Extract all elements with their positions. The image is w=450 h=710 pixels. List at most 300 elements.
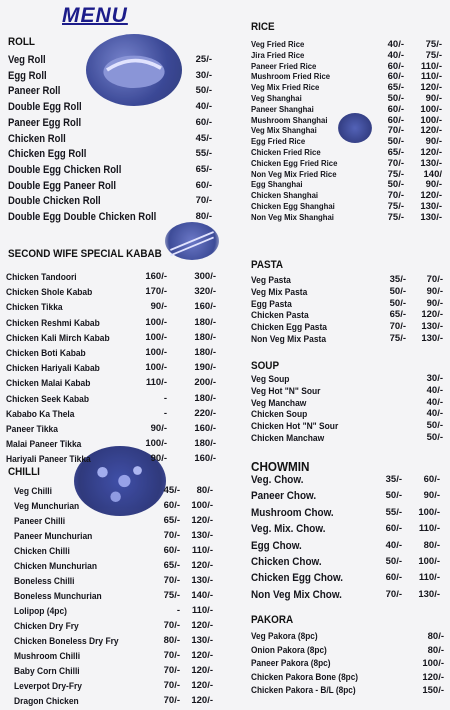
item-price-full: 320/- xyxy=(194,286,216,298)
item-name: Onion Pakora (8pc) xyxy=(251,644,327,655)
item-price-full: 120/- xyxy=(191,695,213,706)
item-name: Boneless Chilli xyxy=(14,575,75,586)
rice-item xyxy=(226,158,450,169)
item-price-half: 110/- xyxy=(145,377,167,389)
item-name: Mushroom Chilli xyxy=(14,650,81,661)
item-price-half: 70/- xyxy=(385,588,402,600)
item-price-full: 70/- xyxy=(426,274,443,285)
pasta-section-title: PASTA xyxy=(251,259,284,271)
item-price-half: 60/- xyxy=(385,523,402,535)
item-name: Chicken Malai Kabab xyxy=(6,377,91,389)
item-price-half: 40/- xyxy=(387,49,404,61)
item-price-full: 200/- xyxy=(194,377,216,389)
item-price-full: 110/- xyxy=(420,71,442,83)
pasta-item xyxy=(226,309,450,321)
chowmin-item xyxy=(226,490,450,506)
item-name: Veg. Mix. Chow. xyxy=(251,523,326,536)
item-name: Veg Soup xyxy=(251,373,290,384)
item-name: Jira Fried Rice xyxy=(251,49,305,60)
kabab-item xyxy=(0,393,224,408)
item-price-half: 75/- xyxy=(387,168,404,180)
item-name: Leverpot Dry-Fry xyxy=(14,680,82,691)
item-price-full: 75/- xyxy=(425,39,442,50)
item-price-full: 90/- xyxy=(423,490,440,502)
rice-item xyxy=(226,115,450,126)
chowmin-item xyxy=(226,540,450,556)
item-name: Non Veg Mix Chow. xyxy=(251,588,342,601)
item-name: Chicken Egg Roll xyxy=(8,148,87,161)
rice-item xyxy=(226,179,450,190)
pakora-item xyxy=(226,685,450,699)
item-price-half: 170/- xyxy=(145,286,167,298)
item-name: Paneer Munchurian xyxy=(14,530,93,541)
item-name: Veg Manchaw xyxy=(251,396,307,408)
kabab-item xyxy=(0,332,224,347)
roll-item xyxy=(0,211,224,227)
item-name: Chicken Egg Pasta xyxy=(251,321,327,333)
item-price-full: 180/- xyxy=(194,331,216,343)
item-price-full: 180/- xyxy=(194,347,216,358)
item-price-half: 60/- xyxy=(387,114,404,126)
kabab-item xyxy=(0,271,224,286)
roll-item xyxy=(0,164,224,180)
soup-item xyxy=(226,432,450,444)
chilli-item xyxy=(0,545,224,560)
item-name: Egg Shanghai xyxy=(251,179,303,190)
item-name: Chicken Shole Kabab xyxy=(6,286,93,298)
rice-section-title: RICE xyxy=(251,21,275,33)
item-price-half: 65/- xyxy=(163,560,180,571)
item-name: Chicken Kali Mirch Kabab xyxy=(6,331,110,343)
pakora-item xyxy=(226,645,450,659)
item-name: Hariyali Paneer Tikka xyxy=(6,453,91,465)
item-price-full: 100/- xyxy=(420,103,442,115)
item-price-half: - xyxy=(163,407,167,419)
item-name: Chicken Chow. xyxy=(251,556,322,568)
item-price-half: 40/- xyxy=(385,539,402,551)
item-price-half: 100/- xyxy=(145,331,167,343)
item-price-full: 90/- xyxy=(426,297,443,309)
kabab-item xyxy=(0,301,224,316)
item-price-full: 110/- xyxy=(191,605,213,616)
kabab-item xyxy=(0,362,224,377)
rice-item xyxy=(226,147,450,158)
item-name: Mushroom Chow. xyxy=(251,506,334,519)
item-price-full: 110/- xyxy=(191,545,213,556)
item-price-half: 60/- xyxy=(387,71,404,83)
item-name: Mushroom Shanghai xyxy=(251,114,328,125)
chilli-item xyxy=(0,620,224,635)
item-price: 60/- xyxy=(195,116,212,128)
item-price-half: 100/- xyxy=(145,347,167,358)
item-price-full: 130/- xyxy=(420,157,442,169)
chowmin-item xyxy=(226,589,450,605)
item-price-full: 120/- xyxy=(420,190,442,202)
roll-item xyxy=(0,70,224,86)
item-name: Chicken Boti Kabab xyxy=(6,347,86,358)
kabab-item xyxy=(0,438,224,453)
item-price-half: 70/- xyxy=(163,680,180,691)
chilli-section-title: CHILLI xyxy=(8,466,40,478)
item-price-half: 60/- xyxy=(387,103,404,115)
item-price-full: 120/- xyxy=(191,680,213,691)
item-name: Double Chicken Roll xyxy=(8,195,101,208)
item-name: Chicken Pakora - B/L (8pc) xyxy=(251,685,356,695)
item-price-full: 130/- xyxy=(420,201,442,212)
soup-item xyxy=(226,420,450,432)
rice-item xyxy=(226,82,450,93)
kabab-food-photo xyxy=(165,222,219,260)
chilli-item xyxy=(0,485,224,500)
item-price: 45/- xyxy=(195,132,212,144)
item-price-full: 190/- xyxy=(194,362,216,374)
rice-item xyxy=(226,169,450,180)
item-price-half: 75/- xyxy=(163,590,180,601)
item-name: Chicken Shanghai xyxy=(251,190,319,201)
item-price: 120/- xyxy=(422,671,444,683)
kabab-item xyxy=(0,408,224,423)
item-price: 70/- xyxy=(195,195,212,207)
item-price-full: 110/- xyxy=(418,572,440,584)
chowmin-item xyxy=(226,556,450,572)
item-name: Chicken Reshmi Kabab xyxy=(6,316,100,328)
chilli-item xyxy=(0,650,224,665)
item-name: Veg Fried Rice xyxy=(251,39,305,49)
item-name: Veg Mix Pasta xyxy=(251,285,308,297)
item-price-full: 180/- xyxy=(194,438,216,450)
item-price-half: 75/- xyxy=(389,333,406,344)
item-price-full: 110/- xyxy=(420,60,442,72)
item-name: Veg Mix Fried Rice xyxy=(251,82,320,93)
item-name: Veg Chilli xyxy=(14,485,52,496)
item-price: 150/- xyxy=(422,685,444,696)
item-price-half: 100/- xyxy=(145,316,167,328)
item-price-full: 130/- xyxy=(420,211,442,223)
soup-item xyxy=(226,373,450,385)
pakora-item xyxy=(226,658,450,672)
item-price-half: - xyxy=(176,605,180,616)
item-price-half: 50/- xyxy=(385,490,402,502)
item-name: Veg Hot "N" Sour xyxy=(251,384,321,396)
item-name: Double Egg Chicken Roll xyxy=(8,163,122,176)
menu-title: MENU xyxy=(62,4,128,27)
item-price-half: 50/- xyxy=(389,297,406,309)
item-name: Mushroom Fried Rice xyxy=(251,71,331,82)
item-price-half: 65/- xyxy=(389,309,406,321)
roll-item xyxy=(0,85,224,101)
item-price: 40/- xyxy=(426,384,443,396)
item-price-full: 130/- xyxy=(191,635,213,646)
item-price: 50/- xyxy=(195,85,212,97)
item-name: Veg Pasta xyxy=(251,274,291,285)
item-name: Chicken Chilli xyxy=(14,545,70,556)
rice-item xyxy=(226,71,450,82)
rice-item xyxy=(226,136,450,147)
item-name: Veg Shanghai xyxy=(251,93,302,103)
item-name: Veg Mix Shanghai xyxy=(251,125,317,136)
kabab-item xyxy=(0,286,224,301)
item-price-half: 50/- xyxy=(387,179,404,191)
item-price-full: 140/- xyxy=(191,590,213,601)
item-name: Chicken Manchaw xyxy=(251,432,325,443)
item-name: Chicken Tandoori xyxy=(6,271,77,282)
item-name: Egg Fried Rice xyxy=(251,136,306,147)
item-price-full: 180/- xyxy=(194,392,216,404)
item-price-half: 70/- xyxy=(163,695,180,706)
pakora-item xyxy=(226,672,450,686)
pasta-item xyxy=(226,298,450,310)
item-price: 65/- xyxy=(195,163,212,175)
item-price-half: 70/- xyxy=(387,125,404,137)
item-price-full: 100/- xyxy=(418,556,440,567)
item-price-half: 70/- xyxy=(163,620,180,631)
item-price-half: 80/- xyxy=(163,635,180,646)
item-price: 60/- xyxy=(195,179,212,191)
chilli-item xyxy=(0,695,224,710)
item-price-half: 60/- xyxy=(387,60,404,72)
item-price: 40/- xyxy=(426,408,443,420)
item-name: Veg Roll xyxy=(8,54,46,66)
chilli-item xyxy=(0,500,224,515)
item-price-full: 120/- xyxy=(191,665,213,676)
item-price: 55/- xyxy=(195,148,212,160)
item-name: Chicken Munchurian xyxy=(14,560,97,571)
item-name: Chicken Tikka xyxy=(6,301,63,313)
item-price-half: 70/- xyxy=(163,530,180,541)
item-price-full: 100/- xyxy=(191,500,213,511)
item-name: Double Egg Double Chicken Roll xyxy=(8,211,157,223)
roll-item xyxy=(0,133,224,149)
chowmin-item xyxy=(226,507,450,523)
item-name: Baby Corn Chilli xyxy=(14,665,80,676)
item-name: Lolipop (4pc) xyxy=(14,605,67,616)
item-price-half: 45/- xyxy=(163,485,180,496)
item-price-half: 100/- xyxy=(145,438,167,450)
item-price-full: 180/- xyxy=(194,316,216,328)
item-name: Egg Roll xyxy=(8,69,47,82)
item-name: Kababo Ka Thela xyxy=(6,407,75,419)
item-price: 50/- xyxy=(426,420,443,432)
item-name: Paneer Chilli xyxy=(14,515,66,526)
chowmin-item xyxy=(226,523,450,539)
item-price: 80/- xyxy=(195,211,212,222)
item-price-full: 60/- xyxy=(423,474,440,485)
item-price-full: 90/- xyxy=(425,136,442,148)
item-price: 25/- xyxy=(195,54,212,65)
kabab-item xyxy=(0,347,224,362)
item-price-half: 100/- xyxy=(145,362,167,374)
roll-item xyxy=(0,148,224,164)
item-name: Egg Pasta xyxy=(251,297,292,309)
item-name: Double Egg Roll xyxy=(8,101,82,114)
item-price-half: 75/- xyxy=(387,211,404,223)
item-price-half: 40/- xyxy=(387,39,404,50)
item-name: Chicken Egg Shanghai xyxy=(251,201,335,211)
item-price-full: 130/- xyxy=(191,575,213,586)
pasta-item xyxy=(226,286,450,298)
chilli-item xyxy=(0,575,224,590)
item-price-full: 90/- xyxy=(425,93,442,104)
item-name: Chicken Boneless Dry Fry xyxy=(14,635,119,646)
item-name: Malai Paneer Tikka xyxy=(6,438,82,450)
pasta-item xyxy=(226,333,450,345)
item-name: Chicken Fried Rice xyxy=(251,147,321,157)
kabab-section-title: SECOND WIFE SPECIAL KABAB xyxy=(8,248,162,260)
chilli-item xyxy=(0,680,224,695)
chowmin-section-title: CHOWMIN xyxy=(251,459,310,474)
pasta-item xyxy=(226,321,450,333)
item-price-full: 100/- xyxy=(418,506,440,518)
item-name: Non Veg Mix Fried Rice xyxy=(251,168,337,179)
item-price: 50/- xyxy=(426,432,443,443)
item-price-full: 130/- xyxy=(421,321,443,333)
rice-item xyxy=(226,39,450,50)
roll-section-title: ROLL xyxy=(8,36,35,48)
item-price: 40/- xyxy=(195,101,212,113)
item-name: Chicken Soup xyxy=(251,408,308,420)
item-price-full: 75/- xyxy=(425,49,442,61)
item-price-half: 35/- xyxy=(385,474,402,485)
item-price: 80/- xyxy=(427,644,444,656)
item-price-full: 130/- xyxy=(421,333,443,344)
item-price-half: - xyxy=(163,392,167,404)
item-price-full: 140/ xyxy=(423,168,442,180)
roll-item xyxy=(0,54,224,70)
pakora-section-title: PAKORA xyxy=(251,614,294,626)
pakora-item xyxy=(226,631,450,645)
item-price-full: 160/- xyxy=(194,453,216,465)
item-price-full: 120/- xyxy=(191,560,213,571)
roll-item xyxy=(0,117,224,133)
item-name: Paneer Pakora (8pc) xyxy=(251,658,331,668)
item-price-full: 90/- xyxy=(426,285,443,297)
item-price-half: 50/- xyxy=(387,136,404,148)
soup-item xyxy=(226,408,450,420)
item-price-half: 75/- xyxy=(387,201,404,212)
chilli-item xyxy=(0,560,224,575)
item-price-full: 300/- xyxy=(194,271,216,282)
item-name: Egg Chow. xyxy=(251,539,302,552)
soup-item xyxy=(226,385,450,397)
chilli-item xyxy=(0,590,224,605)
item-price-full: 160/- xyxy=(194,301,216,313)
item-name: Paneer Chow. xyxy=(251,490,317,503)
item-price: 40/- xyxy=(426,396,443,408)
item-price-half: 70/- xyxy=(387,190,404,202)
item-price-half: 60/- xyxy=(385,572,402,584)
item-price-full: 160/- xyxy=(194,423,216,434)
chilli-item xyxy=(0,605,224,620)
item-price-half: 50/- xyxy=(389,285,406,297)
item-name: Dragon Chicken xyxy=(14,695,79,706)
kabab-item xyxy=(0,423,224,438)
item-price-half: 35/- xyxy=(389,274,406,285)
roll-item xyxy=(0,101,224,117)
rice-item xyxy=(226,201,450,212)
item-price: 100/- xyxy=(422,658,444,669)
rice-item xyxy=(226,104,450,115)
item-price-full: 120/- xyxy=(421,309,443,321)
chilli-item xyxy=(0,515,224,530)
item-price-full: 90/- xyxy=(425,179,442,191)
item-price-half: 160/- xyxy=(145,271,167,282)
item-name: Chicken Egg Chow. xyxy=(251,572,344,585)
roll-item xyxy=(0,195,224,211)
soup-section-title: SOUP xyxy=(251,360,280,372)
item-price-full: 120/- xyxy=(420,125,442,137)
item-price-full: 120/- xyxy=(191,650,213,661)
item-price-full: 120/- xyxy=(191,515,213,526)
item-name: Veg Munchurian xyxy=(14,500,80,511)
item-price-half: 50/- xyxy=(387,93,404,104)
item-name: Chicken Egg Fried Rice xyxy=(251,157,338,168)
item-price-full: 80/- xyxy=(423,539,440,551)
item-name: Paneer Tikka xyxy=(6,423,58,434)
item-price-full: 80/- xyxy=(196,485,213,496)
chowmin-item xyxy=(226,474,450,490)
item-price: 30/- xyxy=(426,373,443,384)
rice-item xyxy=(226,190,450,201)
item-price-full: 220/- xyxy=(194,407,216,419)
item-price-half: 70/- xyxy=(387,157,404,169)
item-price-half: 55/- xyxy=(385,506,402,518)
item-name: Veg Pakora (8pc) xyxy=(251,631,318,641)
rice-item xyxy=(226,93,450,104)
item-name: Paneer Roll xyxy=(8,85,61,98)
kabab-item xyxy=(0,377,224,392)
item-price-half: 70/- xyxy=(163,665,180,676)
item-name: Paneer Egg Roll xyxy=(8,116,82,129)
rice-item xyxy=(226,50,450,61)
item-price-half: 60/- xyxy=(163,545,180,556)
item-price-full: 120/- xyxy=(420,82,442,94)
rice-item xyxy=(226,61,450,72)
item-name: Paneer Fried Rice xyxy=(251,60,317,71)
item-price-full: 120/- xyxy=(191,620,213,631)
item-name: Chicken Roll xyxy=(8,132,66,145)
item-name: Chicken Seek Kabab xyxy=(6,392,90,404)
chowmin-item xyxy=(226,572,450,588)
item-name: Double Egg Paneer Roll xyxy=(8,179,117,192)
item-price-full: 110/- xyxy=(418,523,440,535)
item-price-full: 100/- xyxy=(420,114,442,126)
item-price-full: 130/- xyxy=(191,530,213,541)
chilli-item xyxy=(0,635,224,650)
rice-item xyxy=(226,125,450,136)
pasta-item xyxy=(226,274,450,286)
roll-item xyxy=(0,180,224,196)
kabab-item xyxy=(0,317,224,332)
item-name: Chicken Hariyali Kabab xyxy=(6,362,100,374)
item-price-half: 65/- xyxy=(387,147,404,158)
item-price-half: 70/- xyxy=(163,650,180,661)
item-price-half: 65/- xyxy=(163,515,180,526)
soup-item xyxy=(226,397,450,409)
item-name: Paneer Shanghai xyxy=(251,103,314,114)
item-name: Chicken Dry Fry xyxy=(14,620,79,631)
chilli-item xyxy=(0,530,224,545)
item-price-half: 65/- xyxy=(387,82,404,94)
item-price-full: 120/- xyxy=(420,147,442,158)
item-name: Boneless Munchurian xyxy=(14,590,102,601)
item-name: Veg. Chow. xyxy=(251,474,304,486)
item-name: Chicken Pakora Bone (8pc) xyxy=(251,671,359,682)
item-name: Chicken Pasta xyxy=(251,309,309,321)
item-price-half: 90/- xyxy=(150,423,167,434)
item-price-half: 70/- xyxy=(389,321,406,333)
item-price: 80/- xyxy=(427,631,444,642)
item-name: Non Veg Mix Pasta xyxy=(251,333,327,344)
